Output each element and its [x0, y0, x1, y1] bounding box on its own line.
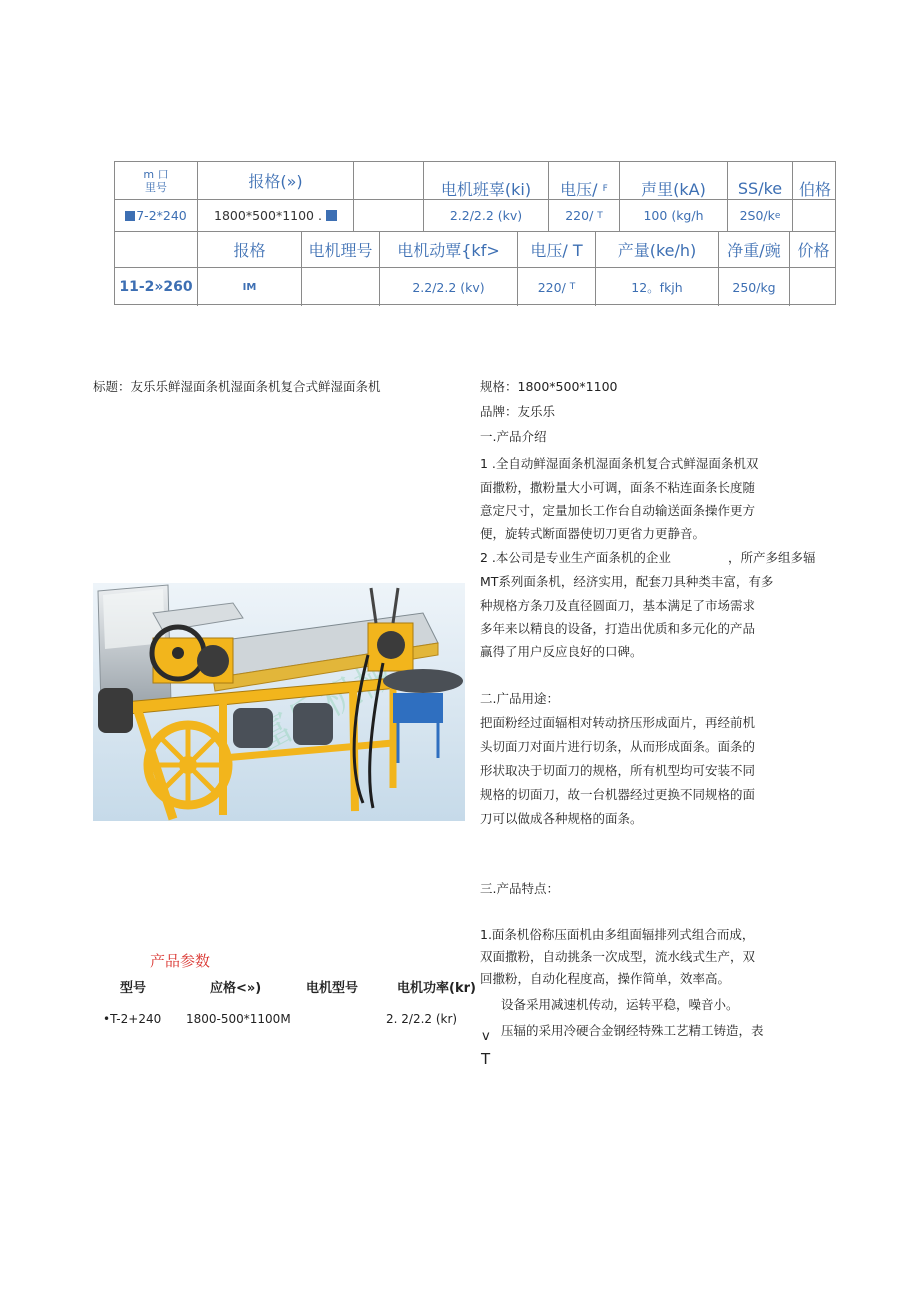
weight-header-2: 净重/豌	[719, 232, 790, 267]
price-cell	[793, 200, 837, 231]
spec-table	[114, 161, 836, 305]
voltage-cell	[549, 200, 620, 231]
usage-line: 头切面刀对面片进行切条，从而形成面条。面条的	[480, 739, 756, 754]
model-cell	[115, 200, 198, 231]
usage-line: 规格的切面刀，故一台机器经过更换不同规格的面	[480, 787, 756, 802]
price-header-2: 价格	[797, 241, 830, 260]
voltage-header-2: 电压/ T	[518, 232, 596, 267]
spec-row-3	[115, 232, 835, 268]
motor-power-cell: 2.2/2.2 (kv)	[424, 200, 549, 231]
params-header-spec: 应格<»)	[210, 981, 262, 996]
intro-p2-first-tail: ，所产多组多辐	[728, 550, 816, 565]
params-header-model: 型号	[120, 981, 147, 996]
features-line: 设备采用减速机传动，运转平稳，噪音小。	[501, 997, 739, 1012]
spec-header: 报格(»)	[198, 162, 354, 199]
section-intro-heading: 一.产品介绍	[480, 429, 547, 444]
output-header-2: 产量(ke/h)	[596, 232, 719, 267]
voltage-header-sub: F	[602, 183, 608, 194]
usage-line: 形状取决于切面刀的规格，所有机型均可安装不同	[480, 763, 756, 778]
weight-cell	[728, 200, 793, 231]
weight-cell-sub: e	[774, 210, 781, 221]
voltage-cell-text: 220/	[565, 208, 594, 223]
voltage-cell-2-sub: T	[569, 282, 576, 292]
intro-p2-line: 多年来以精良的设备，打造出优质和多元化的产品	[480, 621, 756, 636]
output-cell-2: 12。fkjh	[596, 268, 719, 306]
params-cell-motor-power: 2. 2/2.2 (kr)	[386, 1012, 458, 1026]
intro-p2-line: 种规格方条刀及直径圆面刀，基本满足了市场需求	[480, 598, 756, 613]
price-cell-2	[790, 268, 837, 306]
features-mark-t: T	[481, 1050, 491, 1068]
spec-cell-text: 1800*500*1100 .	[214, 208, 322, 223]
params-header-motor-power: 电机功率(kr)	[397, 981, 476, 996]
square-mark-icon	[125, 211, 135, 221]
spec-cell-2: IM	[198, 268, 302, 306]
intro-p2-first: 2 .本公司是专业生产面条机的企业	[480, 550, 671, 565]
voltage-cell-sub: T	[597, 210, 603, 221]
intro-p2-line: MT系列面条机，经济实用，配套刀具种类丰富，有多	[480, 574, 774, 589]
intro-p2-line: 赢得了用户反应良好的口碑。	[480, 644, 643, 659]
weight-cell-2: 250/kg	[719, 268, 790, 306]
params-heading: 产品参数	[150, 952, 211, 970]
voltage-header-text: 电压/	[560, 180, 598, 199]
usage-line: 把面粉经过面辐相对转动挤压形成面片，再经前机	[480, 715, 756, 730]
voltage-cell-2	[518, 268, 596, 306]
model-cell-text: 7-2*240	[136, 208, 187, 223]
weight-cell-text: 2S0/k	[739, 208, 775, 223]
section-features-heading: 三.产品特点：	[480, 881, 559, 896]
params-cell-spec: 1800-500*1100M	[186, 1012, 291, 1026]
usage-line: 刀可以做成各种规格的面条。	[480, 811, 643, 826]
voltage-cell-2-text: 220/	[537, 279, 566, 295]
motor-power-header: 电机班辜(ki)	[424, 162, 549, 199]
spec-row-4	[115, 268, 835, 306]
features-line: 1.面条机俗称压面机由多组面辐排列式组合而成，	[480, 927, 755, 942]
spec-header-2: 报格	[198, 232, 302, 267]
output-cell: 100 (kg/h	[620, 200, 728, 231]
model-label-line2: 里号	[145, 180, 167, 194]
features-line: 回撒粉，自动化程度高，操作简单，效率高。	[480, 971, 731, 986]
spec-line: 规格：1800*500*1100	[480, 379, 618, 394]
features-line: 压辐的采用冷硬合金钢经特殊工艺精工铸造，表	[501, 1023, 764, 1038]
spec-cell	[198, 200, 354, 231]
motor-power-header-2: 电机动覃{kf>	[380, 232, 518, 267]
doc-title: 标题：友乐乐鲜湿面条机湿面条机复合式鲜湿面条机	[93, 379, 381, 394]
output-header: 声里(kA)	[620, 162, 728, 199]
voltage-header	[549, 162, 620, 199]
params-header-motor-model: 电机型号	[306, 981, 359, 996]
square-mark-icon	[326, 210, 337, 221]
intro-p1-line: 1 .全自动鲜湿面条机湿面条机复合式鲜湿面条机双	[480, 456, 759, 471]
blank-header-2	[115, 232, 198, 267]
blank-cell	[354, 200, 424, 231]
intro-p1-line: 意定尺寸，定量加长工作台自动输送面条操作更方	[480, 503, 756, 518]
weight-header: SS/ke	[728, 162, 793, 199]
spec-row-2	[115, 200, 835, 232]
features-mark-v: v	[482, 1029, 490, 1044]
features-line: 双面撒粉，自动挑条一次成型，流水线式生产，双	[480, 949, 756, 964]
model-label-line1: m 口	[143, 167, 169, 181]
price-header: 伯格	[798, 180, 831, 199]
model-label	[115, 162, 198, 199]
spec-row-1	[115, 162, 835, 200]
motor-power-cell-2: 2.2/2.2 (kv)	[380, 268, 518, 306]
brand-line: 品牌：友乐乐	[480, 404, 556, 419]
intro-p1-line: 面撒粉，撒粉量大小可调，面条不粘连面条长度随	[480, 480, 756, 495]
intro-p1-line: 便，旋转式断面器使切刀更省力更静音。	[480, 526, 706, 541]
motor-model-cell	[302, 268, 380, 306]
noodle-machine-image	[93, 583, 465, 821]
params-cell-model: •T-2+240	[103, 1012, 162, 1026]
motor-model-header: 电机理号	[302, 232, 380, 267]
blank-header	[354, 162, 424, 199]
section-usage-heading: 二.广品用途：	[480, 691, 559, 706]
model-cell-2: 11-2»260	[115, 268, 198, 306]
